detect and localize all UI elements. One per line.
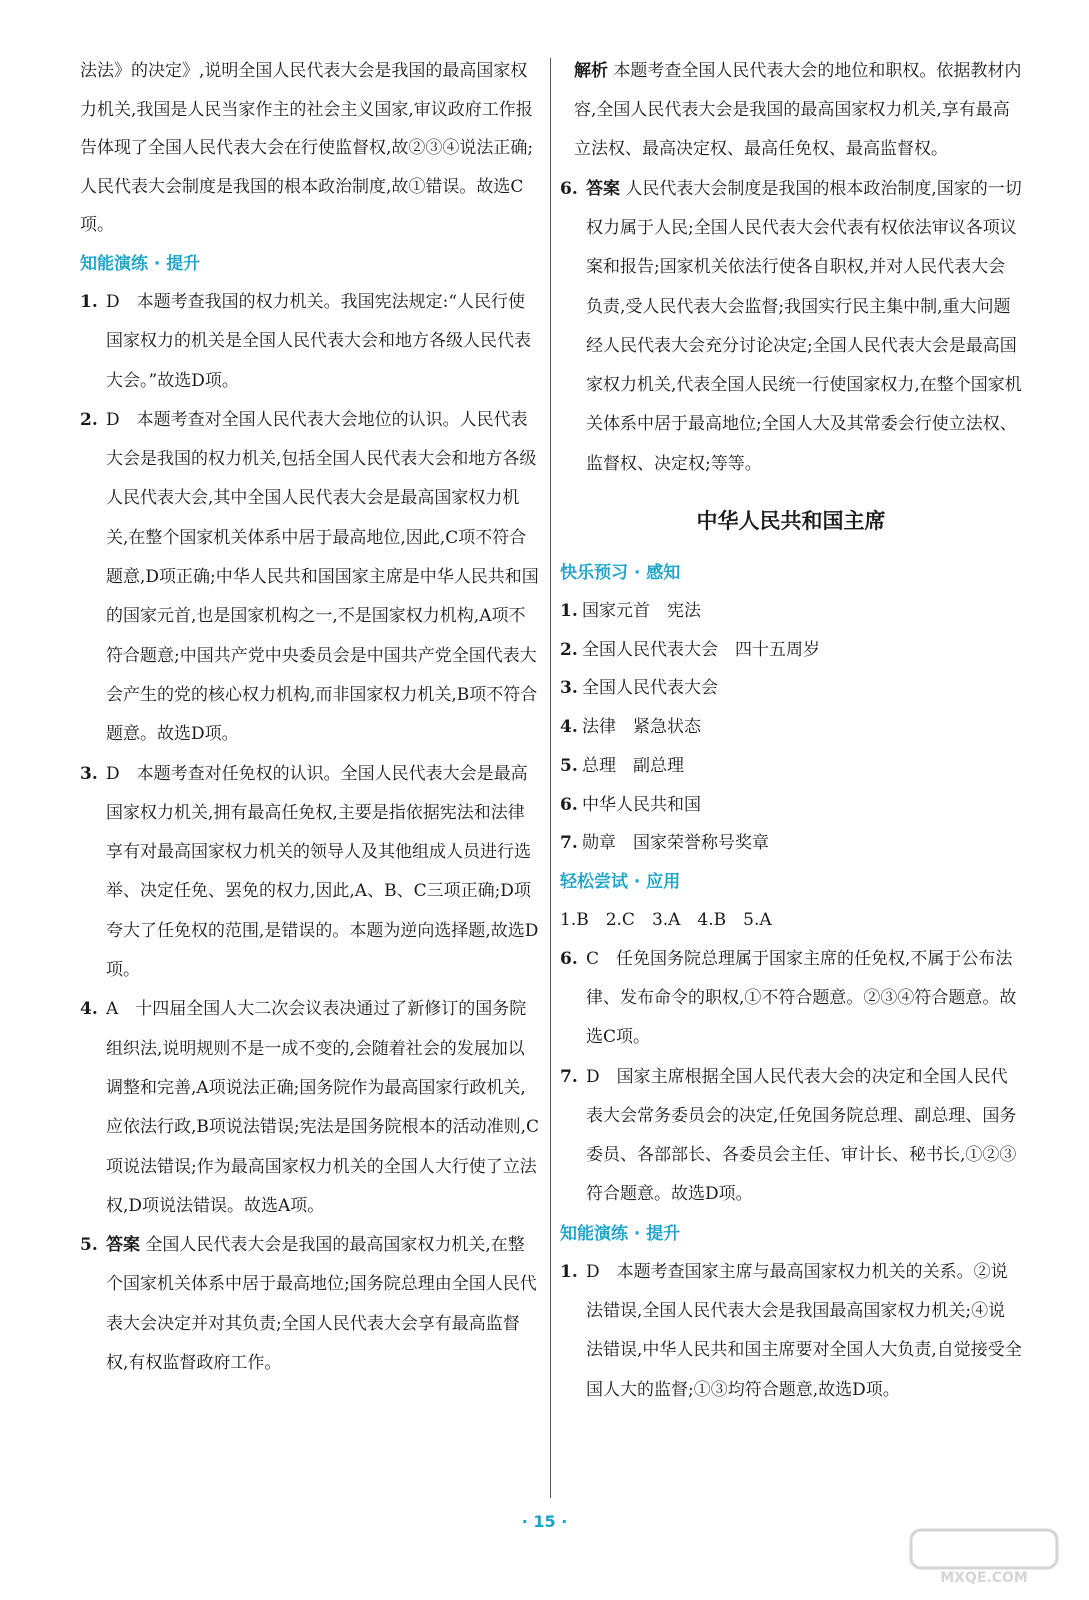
item-text: 勋章 国家荣誉称号奖章: [582, 833, 769, 854]
answer-item: [560, 170, 1022, 484]
right-column: [560, 52, 1022, 1410]
item-text: [106, 1226, 540, 1383]
answer-item: [80, 1226, 540, 1383]
item-text: 国家元首 宪法: [582, 600, 701, 621]
item-number: 7.: [560, 833, 578, 854]
item-number: 6.: [560, 948, 578, 969]
item-text: [586, 170, 1022, 484]
item-text: 全国人民代表大会: [582, 678, 718, 699]
quick-answers: 1.B 2.C 3.A 4.B 5.A: [560, 909, 772, 930]
item-number: 3.: [80, 763, 98, 784]
item-text: D 本题考查对全国人民代表大会地位的认识。人民代表大会是我国的权力机关,包括全国人民代表大会和地方各级人民代表大会,其中全国人民代表大会是最高国家权力机关,在整个国家机关体系中居于最高地位,因此,C项不符合题意,D项正确;中华人民共和国国家主席是中华人民共和国的国家元首,也是国家机构之一,不是国家权力机构,A项不符合题意;中国共产党中央委员会是中国共产党全国代表大会产生的党的核心权力机构,而非国家权力机关,B项不符合题意。故选D项。: [106, 409, 539, 745]
preview-item: [560, 708, 1022, 747]
answer-item: [80, 755, 540, 991]
answer-body: 全国人民代表大会是我国的最高国家权力机关,在整个国家机关体系中居于最高地位;国务院总理由全国人民代表大会决定并对其负责;全国人民代表大会享有最高监督权,有权监督政府工作。: [106, 1235, 537, 1373]
answer-label: 答案: [106, 1235, 140, 1256]
item-number: 1.: [560, 600, 578, 621]
answer-item: [560, 1058, 1022, 1215]
answer-item: [560, 940, 1022, 1058]
item-number: 6.: [560, 794, 578, 815]
watermark-logo: [909, 1526, 1059, 1586]
preview-item: [560, 669, 1022, 708]
answer-item: [80, 990, 540, 1226]
section-heading-practice: 知能演练 · 提升: [80, 253, 201, 274]
intro-paragraph: 法法》的决定》,说明全国人民代表大会是我国的最高国家权力机关,我国是人民当家作主的社会主义国家,审议政府工作报告体现了全国人民代表大会在行使监督权,故②③④说法正确;人民代表大会制度是我国的根本政治制度,故①错误。故选C项。: [80, 61, 534, 236]
preview-item: [560, 786, 1022, 825]
section-title: 中华人民共和国主席: [696, 508, 886, 533]
section-heading-preview: 快乐预习 · 感知: [560, 562, 681, 583]
preview-item: [560, 592, 1022, 631]
left-column: [80, 52, 540, 1383]
answer-item: [80, 401, 540, 755]
section-heading-try: 轻松尝试 · 应用: [560, 871, 681, 892]
column-divider: [550, 58, 551, 1498]
item-number: 6.: [560, 178, 578, 199]
answer-item: [80, 283, 540, 401]
item-number: 5.: [80, 1235, 98, 1256]
analysis-label: 解析: [574, 61, 608, 81]
item-number: 7.: [560, 1066, 578, 1087]
analysis-paragraph: [574, 52, 1022, 170]
svg-text:MXQE.COM: MXQE.COM: [940, 1570, 1028, 1586]
item-number: 4.: [80, 999, 98, 1020]
preview-item: [560, 747, 1022, 786]
item-number: 5.: [560, 755, 578, 776]
item-text: D 本题考查对任免权的认识。全国人民代表大会是最高国家权力机关,拥有最高任免权,主要是指依据宪法和法律享有对最高国家权力机关的领导人及其他组成人员进行选举、决定任免、罢免的权力,因此,A、B、C三项正确;D项夸大了任免权的范围,是错误的。本题为逆向选择题,故选D项。: [106, 763, 539, 981]
item-text: 全国人民代表大会 四十五周岁: [582, 639, 820, 660]
item-number: 4.: [560, 717, 578, 738]
item-text: D 本题考查国家主席与最高国家权力机关的关系。②说法错误,全国人民代表大会是我国最高国家权力机关;④说法错误,中华人民共和国主席要对全国人大负责,自觉接受全国人大的监督;①③均符合题意,故选D项。: [586, 1261, 1022, 1400]
item-text: 法律 紧急状态: [582, 717, 701, 738]
section-heading-practice-2: 知能演练 · 提升: [560, 1223, 681, 1244]
answer-body: 人民代表大会制度是我国的根本政治制度,国家的一切权力属于人民;全国人民代表大会代表有权依法审议各项议案和报告;国家机关依法行使各自职权,并对人民代表大会负责,受人民代表大会监督;我国实行民主集中制,重大问题经人民代表大会充分讨论决定;全国人民代表大会是最高国家权力机关,代表全国人民统一行使国家权力,在整个国家机关体系中居于最高地位;全国人大及其常委会行使立法权、监督权、决定权;等等。: [586, 178, 1022, 474]
item-number: 3.: [560, 678, 578, 699]
item-number: 2.: [560, 639, 578, 660]
analysis-text: 本题考查全国人民代表大会的地位和职权。依据教材内容,全国人民代表大会是我国的最高国家权力机关,享有最高立法权、最高决定权、最高任免权、最高监督权。: [574, 61, 1022, 160]
answer-label: 答案: [586, 178, 620, 199]
item-number: 2.: [80, 409, 98, 430]
item-number: 1.: [80, 291, 98, 312]
item-text: D 本题考查我国的权力机关。我国宪法规定:“人民行使国家权力的机关是全国人民代表大会和地方各级人民代表大会。”故选D项。: [106, 291, 531, 391]
item-text: 中华人民共和国: [582, 794, 701, 815]
preview-item: [560, 824, 1022, 863]
item-text: 总理 副总理: [582, 755, 684, 776]
item-text: A 十四届全国人大二次会议表决通过了新修订的国务院组织法,说明规则不是一成不变的,会随着社会的发展加以调整和完善,A项说法正确;国务院作为最高国家行政机关,应依法行政,B项说法错误;宪法是国务院根本的活动准则,C项说法错误;作为最高国家权力机关的全国人大行使了立法权,D项说法错误。故选A项。: [106, 999, 540, 1216]
item-number: 1.: [560, 1261, 578, 1282]
item-text: C 任免国务院总理属于国家主席的任免权,不属于公布法律、发布命令的职权,①不符合题意。②③④符合题意。故选C项。: [586, 948, 1017, 1048]
item-text: D 国家主席根据全国人民代表大会的决定和全国人民代表大会常务委员会的决定,任免国务院总理、副总理、国务委员、各部部长、各委员会主任、审计长、秘书长,①②③符合题意。故选D项。: [586, 1066, 1017, 1205]
answer-item: [560, 1253, 1022, 1410]
preview-item: [560, 631, 1022, 670]
page-number: · 15 ·: [521, 1512, 568, 1531]
